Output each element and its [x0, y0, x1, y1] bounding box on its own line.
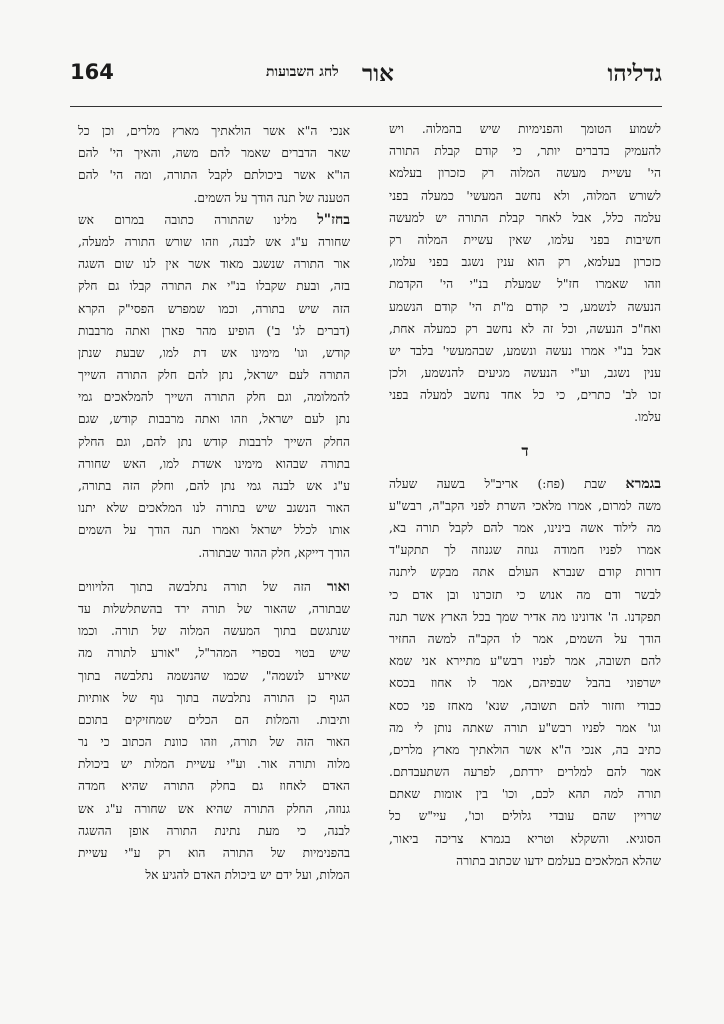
text-line: [78, 164, 350, 186]
text-line: [78, 842, 350, 864]
line-text: הודך דייקא, חלק ההוד שבתורה.: [198, 545, 350, 560]
text-line: [78, 408, 350, 430]
text-line: [78, 298, 350, 320]
line-text: וגו' אמר לפניו רבש"ע תורה שאתה נותן לי מה: [389, 720, 661, 735]
text-line: [78, 431, 350, 453]
line-text: אמר להם למלרים ירדתם, לפרעה השתעבדתם.: [389, 765, 661, 780]
line-text: להם תשובה, אמר לפניו רבש"ע מתיירא אני שמא: [389, 654, 661, 669]
header-rule: [70, 106, 662, 107]
line-text: האור הנשגב שיש בתורה לנו המלאכים שלא יתנו: [78, 501, 350, 516]
line-text: אמרו לפניו חמודה גנוזה שגנוזה לך תתקע"ד: [389, 543, 661, 558]
text-line: [389, 340, 661, 362]
text-line: [78, 620, 350, 642]
line-text: בזה, ובעת שקבלו בנ"י את התורה קבלו גם חלק: [78, 279, 350, 294]
paragraph: [389, 118, 661, 429]
line-text: לבשר ודם מה אנוש כי תזכרנו ובן אדם כי: [389, 587, 661, 602]
text-line: [78, 253, 350, 275]
text-line: [389, 473, 661, 495]
line-text: אור התורה שנשגב מאוד אשר אין לנו שום השגה: [78, 257, 350, 272]
line-text: להמלומה, וגם חלק התורה השייך להמלאכים גמי: [78, 390, 350, 405]
line-text: תפקדנו. ה' אדונינו מה אדיר שמך בכל הארץ אשר תנה: [389, 609, 661, 624]
line-text: משה למרום, אמרו מלאכי השרת לפני הקב"ה, רבש"ע: [389, 498, 661, 513]
line-text: שחורה ע"ג אש לבנה, וזהו שורש התורה למעלה,: [78, 234, 350, 249]
paragraph-gap: [78, 564, 350, 576]
line-text: האדם לאחוז גם בחלק התורה שהיא חמדה: [78, 779, 350, 794]
text-line: [78, 231, 350, 253]
page-number: 164: [70, 60, 114, 84]
running-header: [70, 60, 662, 100]
line-text: הי' עשיית מעשה המלוה רק כזכרון בעלמא: [389, 166, 661, 181]
text-line: [389, 805, 661, 827]
line-text: הו"א אשר ביכולתם לקבל התורה, ומה הי' להם: [78, 168, 350, 183]
text-line: [389, 717, 661, 739]
paragraph: [389, 473, 661, 872]
text-line: [389, 606, 661, 628]
line-text: שבת (פח:) אריב"ל בשעה שעלה: [389, 476, 607, 491]
text-line: [78, 475, 350, 497]
lead-word: בגמרא: [625, 475, 661, 492]
text-line: [389, 162, 661, 184]
text-line: [78, 864, 350, 886]
line-text: כתיב בה, אנכי ה"א אשר הולאתיך מארץ מלרים,: [389, 742, 661, 757]
text-line: [389, 406, 661, 428]
text-line: [389, 783, 661, 805]
line-text: ע"ג אש לבנה גמי נתן להם, וחלק הזה בתורה,: [78, 479, 350, 493]
text-line: [78, 709, 350, 731]
text-line: [78, 320, 350, 342]
line-text: שאר הדברים שאמר להם משה, והאיך הי' להם: [78, 146, 350, 161]
line-text: שרויין שהם עובדי גלולים וכו', עיי"ש כל: [389, 809, 661, 824]
line-text: החלק השייך לרבבות קודש נתן להם, וגם החלק: [78, 434, 350, 449]
line-text: חשיבות בפני עלמו, שאין עשיית המלוה רק: [389, 232, 661, 247]
line-text: כזכרון בעלמא, רק הוא ענין נשגב בפני עלמו,: [389, 255, 661, 270]
paragraph: [78, 576, 350, 887]
text-line: [389, 517, 661, 539]
text-line: [78, 187, 350, 209]
line-text: המלות, ועל ידם יש ביכולת האדם להגיע אל: [145, 868, 350, 883]
text-line: [389, 695, 661, 717]
line-text: זכו לב' כתרים, כי כל אחד נחשב למעלה בפני: [389, 388, 661, 403]
text-line: [389, 229, 661, 251]
text-line: [389, 561, 661, 583]
line-text: לשמוע הטומך והפנימיות שיש בהמלוה. ויש: [389, 122, 661, 136]
line-text: וזהו שאמרו חז"ל שמעלת בנ"י הי' הקדמת: [389, 277, 661, 292]
line-text: שנתגשם בתוך המעשה המלוה של תורה. וכמו: [78, 624, 350, 639]
text-line: [78, 275, 350, 297]
header-title: אור: [362, 60, 394, 87]
text-line: [389, 672, 661, 694]
text-line: [389, 185, 661, 207]
text-line: [389, 495, 661, 517]
text-line: [78, 342, 350, 364]
text-line: [389, 251, 661, 273]
line-text: בתורה שבהוא מימינו אשדת למו, האש שחורה: [78, 456, 350, 471]
text-line: [78, 753, 350, 775]
text-line: [78, 775, 350, 797]
line-text: האור הזה של תורה, וזהו כוונת הכתוב כי נר: [78, 735, 350, 750]
right-column: [389, 118, 661, 872]
text-line: [78, 453, 350, 475]
text-line: [389, 384, 661, 406]
text-line: [78, 687, 350, 709]
section-marker: ד: [521, 441, 529, 460]
line-text: עלמו.: [634, 410, 661, 425]
line-text: הטענה של תנה הודך על השמים.: [193, 190, 350, 205]
text-line: [78, 798, 350, 820]
line-text: בהפנימיות של התורה הוא רק ע"י עשיית: [78, 846, 350, 860]
line-text: (דברים לג' ב') הופיע מהר פארן ואתה מרבבות: [78, 323, 350, 338]
text-line: [78, 665, 350, 687]
line-text: התורה לעם ישראל, נתן להם חלק התורה השייך: [78, 368, 350, 383]
line-text: ישרפוני בהבל שבפיהם, אמר לו אחוז בכסא: [389, 676, 661, 691]
paragraph: [78, 209, 350, 564]
line-text: אבל בנ"י אמרו נעשה ונשמע, שבהמעשי' בלבד יש: [389, 343, 661, 358]
line-text: ענין נשגב, וע"י הנעשה מגיעים להנשמע, ולכן: [389, 366, 661, 381]
line-text: עלמה כלל, אבל לאחר קבלת התורה יש למעשה: [389, 210, 661, 225]
text-line: [389, 650, 661, 672]
text-line: [389, 362, 661, 384]
line-text: לשורש המלוה, ולא נחשב המעשי' כמעלה בפני: [389, 188, 661, 203]
text-line: [78, 497, 350, 519]
text-line: [78, 519, 350, 541]
line-text: שבתורה, שהאור של תורה ירד בהשתלשלות עד: [78, 601, 350, 616]
text-line: [78, 120, 350, 142]
paragraph: [78, 120, 350, 209]
line-text: אותו לכלל ישראל ואמרו תנה הודך על השמים: [78, 523, 350, 538]
line-text: הודך על השמים, אמר לו הקב"ה למשה החזיר: [389, 631, 661, 646]
line-text: הזה של תורה נתלבשה בתוך הלויווים: [78, 579, 311, 594]
lead-word: ואור: [326, 578, 350, 595]
line-text: מלוה ותורה אור. וע"י עשיית המלות יש ביכולת: [78, 757, 350, 772]
line-text: כבודי וחזור להם תשובה, שנא' מאחז פני כסא: [389, 698, 661, 713]
text-line: [78, 598, 350, 620]
text-line: [389, 739, 661, 761]
line-text: שאירע לנשמה", שכמו שהנשמה נתלבשה בתוך: [78, 668, 350, 683]
line-text: הסוגיא. והשקלא וטריא בגמרא צריכה ביאור,: [389, 831, 661, 846]
line-text: תורה למה תהא לכם, וכו' בין אומות שאתם: [389, 787, 661, 802]
text-line: [78, 731, 350, 753]
line-text: שהלא המלאכים בעלמם ידעו שכתוב בתורה: [456, 853, 661, 868]
header-author: גדליהו: [607, 60, 662, 87]
line-text: דורות קודם שנברא העולם אתה מבקש ליתנה: [389, 565, 661, 580]
text-line: [389, 118, 661, 140]
text-line: [78, 820, 350, 842]
text-line: [389, 828, 661, 850]
text-line: [78, 386, 350, 408]
text-line: [389, 539, 661, 561]
text-line: [389, 273, 661, 295]
text-line: [78, 576, 350, 598]
line-text: קודש, וגו' מימינו אש דת למו, שבעת שנתן: [78, 345, 350, 360]
text-line: [78, 209, 350, 231]
line-text: אנכי ה"א אשר הולאתיך מארץ מלרים, וכן כל: [78, 124, 350, 138]
line-text: הזה שיש בתורה, וכמו שמפרש הפסי"ק הקרא: [78, 301, 350, 316]
line-text: להעמיק בדברים יותר, כי קודם קבלת התורה: [389, 144, 661, 159]
text-line: [78, 364, 350, 386]
text-line: [389, 628, 661, 650]
text-line: [389, 318, 661, 340]
header-subtitle: לחג השבועות: [266, 64, 339, 80]
line-text: הגוף כן התורה נתלבשה בתוך גוף של אותיות: [78, 690, 350, 705]
text-line: [389, 140, 661, 162]
line-text: נתן לעם ישראל, וזהו ואתה מרבבות קודש, שגם: [78, 412, 350, 427]
text-line: [389, 296, 661, 318]
text-line: [389, 207, 661, 229]
line-text: ותיבות. והמלות הם הכלים שמחזיקים בתוכם: [78, 712, 350, 727]
text-line: [78, 642, 350, 664]
line-text: מה לילוד אשה בינינו, אמר להם לקבל תורה בא,: [389, 521, 661, 535]
text-line: [78, 542, 350, 564]
line-text: הנעשה לנשמע, כי קודם מ"ת הי' קודם הנשמע: [389, 299, 661, 314]
text-line: [78, 142, 350, 164]
line-text: ואח"כ הנעשה, וכל זה לא נחשב רק כמעלה אחת,: [389, 321, 661, 336]
line-text: לבנה, כי מעת נתינת התורה אופן ההשגה: [78, 823, 350, 838]
line-text: מלינו שהתורה כתובה במרום אש: [78, 212, 297, 227]
line-text: גנוזה, החלק התורה שהיא אש שחורה ע"ג אש: [78, 801, 350, 816]
text-line: [389, 761, 661, 783]
text-line: [389, 850, 661, 872]
text-line: [389, 584, 661, 606]
lead-word: בחז"ל: [317, 211, 350, 228]
line-text: שיש בטוי בספרי המהר"ל, "אורע לתורה מה: [78, 646, 350, 661]
left-column: [78, 120, 350, 886]
